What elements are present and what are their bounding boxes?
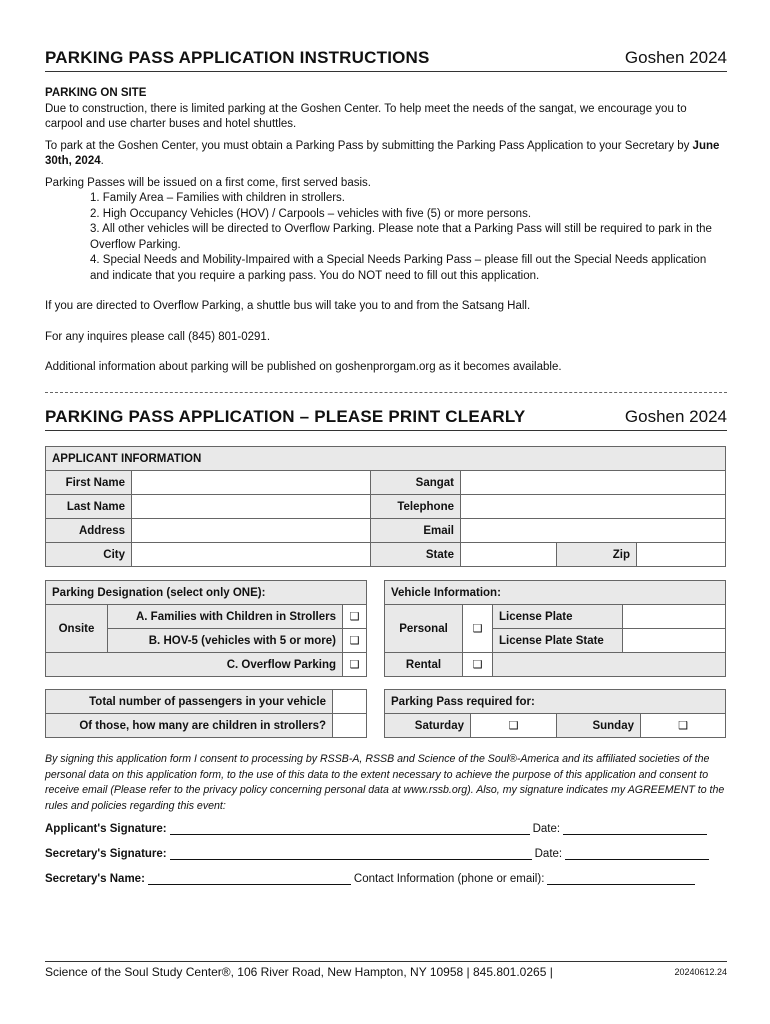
applicant-date-label: Date: (532, 823, 561, 835)
state-field[interactable] (461, 543, 557, 567)
telephone-field[interactable] (461, 495, 726, 519)
last-name-label: Last Name (46, 495, 132, 519)
vehicle-info-table (384, 580, 726, 677)
city-label: City (46, 543, 132, 567)
option-b-checkbox[interactable]: ❑ (343, 629, 367, 653)
sangat-label: Sangat (371, 471, 461, 495)
secretary-name-line[interactable] (148, 873, 351, 885)
para-construction: Due to construction, there is limited parking at the Goshen Center. To help meet the needs of the sangat, we encourage you to carpool and use charter buses and hotel shuttles. (45, 102, 687, 130)
sunday-checkbox[interactable]: ❑ (641, 714, 726, 738)
total-passengers-field[interactable] (333, 690, 367, 714)
instructions-location: Goshen 2024 (624, 48, 727, 67)
instructions-title: PARKING PASS APPLICATION INSTRUCTIONS (45, 48, 430, 67)
rental-label: Rental (385, 653, 463, 677)
application-location: Goshen 2024 (624, 407, 727, 426)
total-passengers-label: Total number of passengers in your vehicle (46, 690, 333, 714)
option-b-label: B. HOV-5 (vehicles with 5 or more) (108, 629, 343, 653)
sangat-field[interactable] (461, 471, 726, 495)
applicant-signature-label: Applicant's Signature: (45, 823, 167, 835)
license-plate-state-label: License Plate State (493, 629, 623, 653)
parking-designation-table (45, 580, 367, 677)
secretary-name-label: Secretary's Name: (45, 873, 145, 885)
first-name-field[interactable] (132, 471, 371, 495)
address-label: Address (46, 519, 132, 543)
secretary-signature-label: Secretary's Signature: (45, 848, 167, 860)
section-heading: PARKING ON SITE (45, 87, 147, 99)
state-label: State (371, 543, 461, 567)
secretary-date-label: Date: (534, 848, 563, 860)
para-deadline-text: To park at the Goshen Center, you must obtain a Parking Pass by submitting the Parking Pass Application to your Secretary by (45, 139, 693, 152)
onsite-label: Onsite (46, 605, 108, 653)
option-c-label: C. Overflow Parking (46, 653, 343, 677)
rental-checkbox[interactable]: ❑ (463, 653, 493, 677)
option-a-checkbox[interactable]: ❑ (343, 605, 367, 629)
email-label: Email (371, 519, 461, 543)
applicant-signature-line[interactable] (170, 823, 530, 835)
pass-required-heading: Parking Pass required for: (385, 690, 726, 714)
license-plate-state-field[interactable] (623, 629, 726, 653)
para-overflow: If you are directed to Overflow Parking, a shuttle bus will take you to and from the Satsang Hall. (45, 300, 531, 312)
para-first-come: Parking Passes will be issued on a first come, first served basis. (45, 176, 371, 189)
personal-label: Personal (385, 605, 463, 653)
instructions-header (45, 48, 727, 72)
applicant-signature-row (45, 823, 707, 835)
application-header (45, 407, 727, 431)
option-a-label: A. Families with Children in Strollers (108, 605, 343, 629)
children-strollers-field[interactable] (333, 714, 367, 738)
designation-heading: Parking Designation (select only ONE): (46, 581, 367, 605)
list-item: 2. High Occupancy Vehicles (HOV) / Carpools – vehicles with five (5) or more persons. (90, 207, 532, 220)
instructions-body (45, 86, 725, 376)
last-name-field[interactable] (132, 495, 371, 519)
list-item: 3. All other vehicles will be directed to Overflow Parking. Please note that a Parking Pass will still be required to park in the Overflow Parking. (90, 223, 712, 251)
children-strollers-label: Of those, how many are children in strollers? (46, 714, 333, 738)
secretary-name-row (45, 873, 695, 885)
contact-info-label: Contact Information (phone or email): (353, 873, 545, 885)
vehicle-heading: Vehicle Information: (385, 581, 726, 605)
contact-info-line[interactable] (547, 873, 695, 885)
parking-priority-list (90, 191, 725, 284)
zip-label: Zip (557, 543, 637, 567)
email-field[interactable] (461, 519, 726, 543)
para-inquiries: For any inquires please call (845) 801-0291. (45, 330, 271, 343)
para-deadline (45, 139, 725, 170)
option-c-checkbox[interactable]: ❑ (343, 653, 367, 677)
applicant-date-line[interactable] (563, 823, 707, 835)
applicant-info-table (45, 446, 726, 567)
deadline-date: June 30th, 2024 (45, 139, 720, 167)
list-item: 4. Special Needs and Mobility-Impaired with a Special Needs Parking Pass – please fill out the Special Needs application and indicate that you require a parking pass. You do NOT need to fill out this application. (90, 254, 707, 282)
personal-checkbox[interactable]: ❑ (463, 605, 493, 653)
rental-spacer (493, 653, 726, 677)
saturday-checkbox[interactable]: ❑ (471, 714, 557, 738)
para-additional: Additional information about parking will be published on goshenprorgam.org as it becomes available. (45, 361, 562, 373)
zip-field[interactable] (637, 543, 726, 567)
secretary-signature-line[interactable] (170, 848, 532, 860)
telephone-label: Telephone (371, 495, 461, 519)
list-item: 1. Family Area – Families with children in strollers. (90, 192, 345, 204)
para-deadline-end: . (100, 155, 104, 167)
passengers-table (45, 689, 367, 738)
sunday-label: Sunday (557, 714, 641, 738)
first-name-label: First Name (46, 471, 132, 495)
secretary-signature-row (45, 848, 709, 860)
pass-required-table (384, 689, 726, 738)
footer-address: Science of the Soul Study Center®, 106 River Road, New Hampton, NY 10958 | 845.801.0265 | (45, 965, 553, 979)
city-field[interactable] (132, 543, 371, 567)
license-plate-label: License Plate (493, 605, 623, 629)
address-field[interactable] (132, 519, 371, 543)
cut-line (45, 392, 727, 393)
application-title: PARKING PASS APPLICATION – PLEASE PRINT CLEARLY (45, 407, 526, 426)
footer (45, 961, 727, 979)
secretary-date-line[interactable] (565, 848, 709, 860)
license-plate-field[interactable] (623, 605, 726, 629)
saturday-label: Saturday (385, 714, 471, 738)
applicant-info-heading: APPLICANT INFORMATION (46, 447, 726, 471)
consent-text: By signing this application form I consent to processing by RSSB-A, RSSB and Science of the Soul®-America and its affiliated societies of the personal data on this application form, to the use of this data to the extent necessary to achieve the purpose of this application and consent to receive email (Please refer to the privacy policy concerning personal data at www.rssb.org). Also, my signature indicates my AGREEMENT to the rules and policies regarding this event: (45, 753, 725, 812)
footer-code: 20240612.24 (674, 967, 727, 977)
